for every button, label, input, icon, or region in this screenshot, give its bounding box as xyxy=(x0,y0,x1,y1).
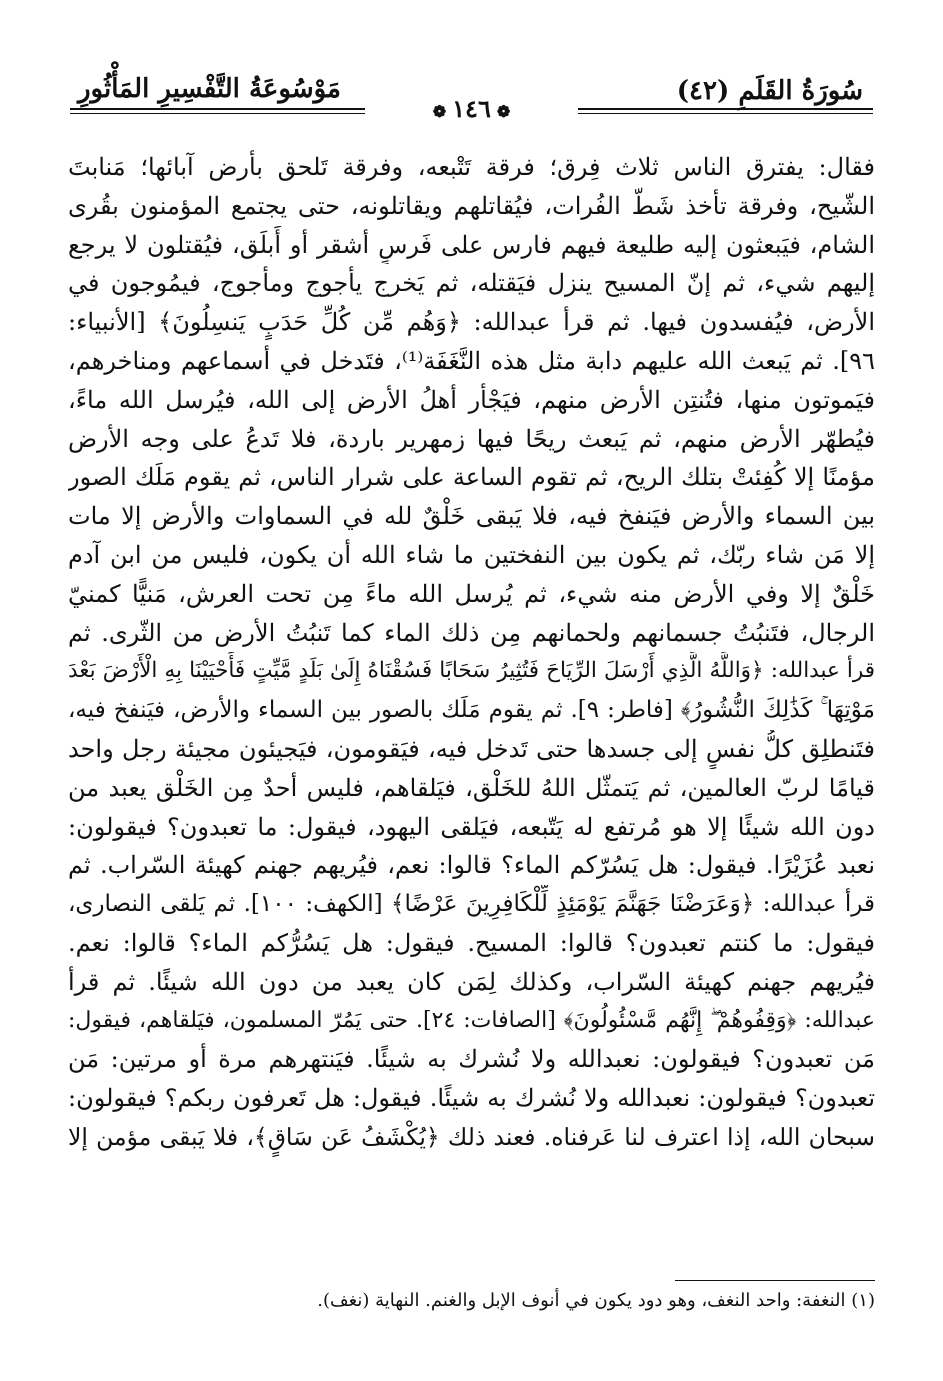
text-line: مَن تعبدون؟ فيقولون: نعبدالله ولا نُشرك به شيئًا. فيَنتهرهم مرة أو مرتين: مَن xyxy=(68,1045,875,1074)
text-line: تعبدون؟ فيقولون: نعبدالله ولا نُشرك به شيئًا. فيقول: هل تَعرفون ربكم؟ فيقولون: xyxy=(68,1084,875,1113)
page-number-block xyxy=(427,94,516,123)
ornament-icon: ❁ xyxy=(496,102,511,121)
text-line: مؤمنًا إلا كُفِئتْ بتلك الريح، ثم تقوم الساعة على شرار الناس، ثم يقوم مَلَك الصور xyxy=(68,463,875,492)
text-line: إلا مَن شاء ربّك، ثم يكون بين النفختين ما شاء الله أن يكون، فليس من ابن آدم xyxy=(68,540,875,569)
text-line: فقال: يفترق الناس ثلاث فِرق؛ فرقة تَتْبعه، وفرقة تَلحق بأرض آبائها؛ مَنابتَ xyxy=(68,153,875,181)
ornament-icon: ❁ xyxy=(432,102,447,121)
text-line: قرأ عبدالله: ﴿وَاللَّهُ الَّذِي أَرْسَلَ الرِّيَاحَ فَتُثِيرُ سَحَابًا فَسُقْنَاهُ إِلَىٰ بَلَدٍ مَّيِّتٍ فَأَحْيَيْنَا بِهِ الْأَرْضَ بَعْدَ xyxy=(68,658,875,684)
text-line: فيَموتون منها، فتُنتِن الأرض منهم، فيَجْأر أهلُ الأرض إلى الله، فيُرسل الله ماءً، xyxy=(68,385,875,414)
text-line: عبدالله: ﴿وَقِفُوهُمْ ۖ إِنَّهُم مَّسْئُولُونَ﴾ [الصافات: ٢٤]. حتى يَمُرّ المسلمون، فيَلقاهم، فيقول: xyxy=(68,1007,875,1033)
text-line: نعبد عُزَيْرًا. فيقول: هل يَسُرّكم الماء؟ قالوا: نعم، فيُريهم جهنم كهيئة السّراب. ثم xyxy=(68,851,875,880)
page-header xyxy=(60,60,883,130)
text-line: الشّيح، وفرقة تأخذ شَطّ الفُرات، فيُقاتلهم ويقاتلونه، حتى يجتمع المؤمنون بقُرى xyxy=(68,191,875,220)
surah-title: سُورَةُ القَلَمِ (٤٢) xyxy=(676,76,863,106)
text-line: خَلْقٌ إلا وفي الأرض منه شيء، ثم يُرسل الله ماءً مِن تحت العرش، مَنيًّا كمنيّ xyxy=(68,579,875,608)
header-rule-right-thin xyxy=(578,113,873,114)
body-text xyxy=(68,148,875,1157)
footnote-separator xyxy=(675,1280,875,1281)
text-line: سبحان الله، إذا اعترف لنا عَرفناه. فعند ذلك ﴿يُكْشَفُ عَن سَاقٍ﴾، فلا يَبقى مؤمن إلا xyxy=(68,1122,875,1151)
footnote: (١) النغفة: واحد النغف، وهو دود يكون في أنوف الإبل والغنم. النهاية (نغف). xyxy=(317,1290,875,1311)
text-line: قرأ عبدالله: ﴿وَعَرَضْنَا جَهَنَّمَ يَوْمَئِذٍ لِّلْكَافِرِينَ عَرْضًا﴾ [الكهف: ١٠٠]. ثم يَلقى النصارى، xyxy=(68,891,875,918)
header-rule-right xyxy=(578,108,873,110)
text-line: قيامًا لربّ العالمين، ثم يَتمثّل اللهُ للخَلْق، فيَلقاهم، فليس أحدٌ مِن الخَلْق يعبد من xyxy=(68,773,875,802)
text-line: فيقول: ما كنتم تعبدون؟ قالوا: المسيح. فيقول: هل يَسُرُّكم الماء؟ قالوا: نعم. xyxy=(68,928,875,957)
text-line: إليهم شيء، ثم إنّ المسيح ينزل فيَقتله، ثم يَخرج يأجوج ومأجوج، فيمُوجون في xyxy=(68,269,875,298)
header-rule-left xyxy=(70,108,365,110)
text-line: بين السماء والأرض فيَنفخ فيه، فلا يَبقى خَلْقٌ لله في السماوات والأرض إلا مات xyxy=(68,502,875,531)
text-line: فتَنطلِق كلُّ نفسٍ إلى جسدها حتى تَدخل فيه، فيَقومون، فيَجيئون مجيئة رجل واحد xyxy=(68,734,875,763)
text-line: دون الله شيئًا إلا هو مُرتفع له يَتّبعه، فيَلقى اليهود، فيقول: ما تعبدون؟ فيقولون: xyxy=(68,812,875,841)
text-line: الشام، فيَبعثون إليه طليعة فيهم فارس على فَرسٍ أشقر أو أَبلَق، فيُقتلون لا يرجع xyxy=(68,230,875,259)
header-rule-left-thin xyxy=(70,113,365,114)
text-line: فيُطهّر الأرض منهم، ثم يَبعث ريحًا فيها زمهرير باردة، فلا تَدعُ على وجه الأرض xyxy=(68,424,875,453)
text-line: ٩٦]. ثم يَبعث الله عليهم دابة مثل هذه النَّغَفَة⁽¹⁾، فتَدخل في أسماعهم ومناخرهم، xyxy=(68,346,875,375)
book-title: مَوْسُوعَةُ التَّفْسِيرِ المَأْثُورِ xyxy=(78,74,341,104)
text-line: الأرض، فيُفسدون فيها. ثم قرأ عبدالله: ﴿وَهُم مِّن كُلِّ حَدَبٍ يَنسِلُونَ﴾ [الأنبياء: xyxy=(68,308,875,337)
text-line: فيُريهم جهنم كهيئة السّراب، وكذلك لِمَن كان يعبد من دون الله شيئًا. ثم قرأ xyxy=(68,967,875,996)
text-line: مَوْتِهَا ۚ كَذَٰلِكَ النُّشُورُ﴾ [فاطر: ٩]. ثم يقوم مَلَك بالصور بين السماء والأرض، فيَنفخ فيه، xyxy=(68,697,875,724)
text-line: الرجال، فتَنبُتُ جسمانهم ولحمانهم مِن ذلك الماء كما تَنبُتُ الأرض من الثّرى. ثم xyxy=(68,618,875,647)
page-number: ١٤٦ xyxy=(452,94,491,123)
